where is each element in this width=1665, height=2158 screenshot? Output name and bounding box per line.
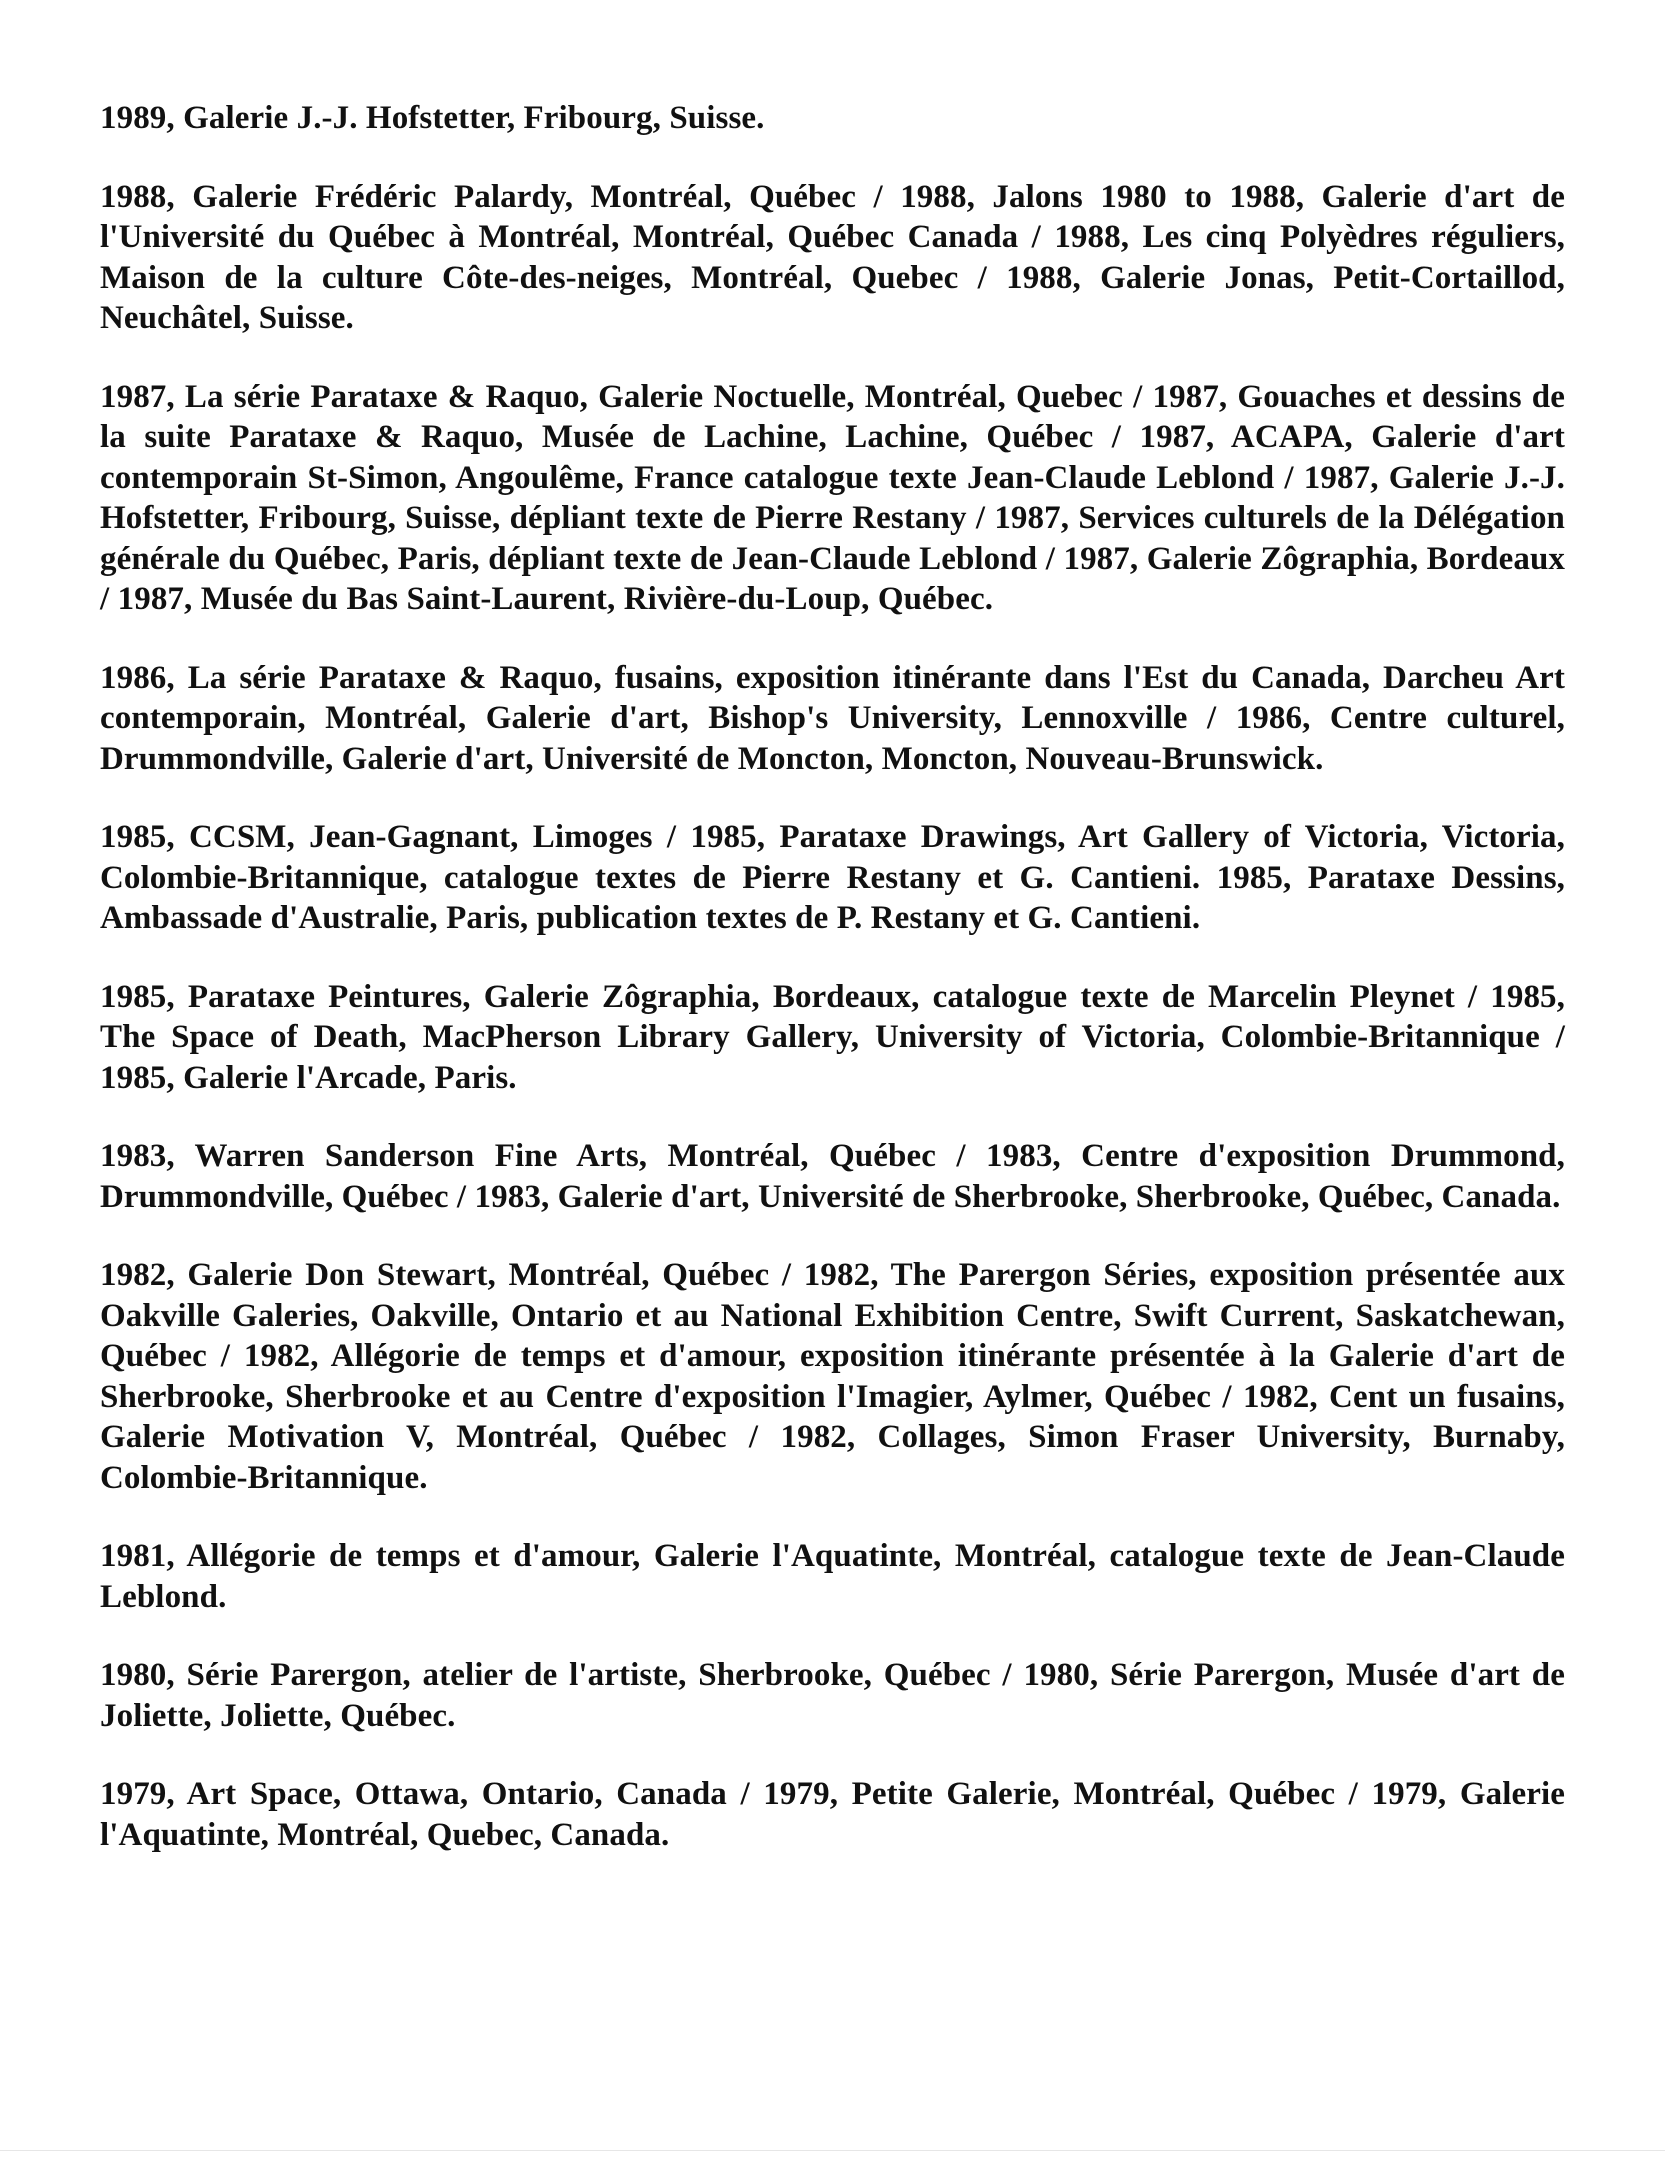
entry-1983: 1983, Warren Sanderson Fine Arts, Montréal, Québec / 1983, Centre d'exposition Drummond, Drummondville, Québec / 1983, Galerie d'art, Université de Sherbrooke, Sherbrooke, Québec, Canada.: [100, 1138, 1565, 1215]
entry-1985-b: 1985, Parataxe Peintures, Galerie Zôgraphia, Bordeaux, catalogue texte de Marcelin Pleynet / 1985, The Space of Death, MacPherson Library Gallery, University of Victoria, Colombie-Britannique / 1985, Galerie l'Arcade, Paris.: [100, 978, 1565, 1096]
entry-1980: 1980, Série Parergon, atelier de l'artiste, Sherbrooke, Québec / 1980, Série Parergon, Musée d'art de Joliette, Joliette, Québec.: [100, 1657, 1565, 1734]
exhibition-list: [100, 98, 1565, 1893]
entry-1987: 1987, La série Parataxe & Raquo, Galerie Noctuelle, Montréal, Quebec / 1987, Gouaches et dessins de la suite Parataxe & Raquo, Musée de Lachine, Lachine, Québec / 1987, ACAPA, Galerie d'art contemporain St-Simon, Angoulême, France catalogue texte Jean-Claude Leblond / 1987, Galerie J.-J. Hofstetter, Fribourg, Suisse, dépliant texte de Pierre Restany / 1987, Services culturels de la Délégation générale du Québec, Paris, dépliant texte de Jean-Claude Leblond / 1987, Galerie Zôgraphia, Bordeaux / 1987, Musée du Bas Saint-Laurent, Rivière-du-Loup, Québec.: [100, 378, 1565, 617]
page-edge-line: [0, 2150, 1665, 2151]
entry-1982: 1982, Galerie Don Stewart, Montréal, Québec / 1982, The Parergon Séries, exposition présentée aux Oakville Galeries, Oakville, Ontario et au National Exhibition Centre, Swift Current, Saskatchewan, Québec / 1982, Allégorie de temps et d'amour, exposition itinérante présentée à la Galerie d'art de Sherbrooke, Sherbrooke et au Centre d'exposition l'Imagier, Aylmer, Québec / 1982, Cent un fusains, Galerie Motivation V, Montréal, Québec / 1982, Collages, Simon Fraser University, Burnaby, Colombie-Britannique.: [100, 1257, 1565, 1496]
entry-1989: 1989, Galerie J.-J. Hofstetter, Fribourg, Suisse.: [100, 100, 765, 136]
entry-1988: 1988, Galerie Frédéric Palardy, Montréal, Québec / 1988, Jalons 1980 to 1988, Galerie d'art de l'Université du Québec à Montréal, Montréal, Québec Canada / 1988, Les cinq Polyèdres réguliers, Maison de la culture Côte-des-neiges, Montréal, Quebec / 1988, Galerie Jonas, Petit-Cortaillod, Neuchâtel, Suisse.: [100, 178, 1565, 336]
entry-1979: 1979, Art Space, Ottawa, Ontario, Canada / 1979, Petite Galerie, Montréal, Québec / 1979, Galerie l'Aquatinte, Montréal, Quebec, Canada.: [100, 1776, 1565, 1853]
entry-1986: 1986, La série Parataxe & Raquo, fusains, exposition itinérante dans l'Est du Canada, Darcheu Art contemporain, Montréal, Galerie d'art, Bishop's University, Lennoxville / 1986, Centre culturel, Drummondville, Galerie d'art, Université de Moncton, Moncton, Nouveau-Brunswick.: [100, 659, 1565, 777]
entry-1985-a: 1985, CCSM, Jean-Gagnant, Limoges / 1985, Parataxe Drawings, Art Gallery of Victoria, Victoria, Colombie-Britannique, catalogue textes de Pierre Restany et G. Cantieni. 1985, Parataxe Dessins, Ambassade d'Australie, Paris, publication textes de P. Restany et G. Cantieni.: [100, 819, 1565, 936]
entry-1981: 1981, Allégorie de temps et d'amour, Galerie l'Aquatinte, Montréal, catalogue texte de Jean-Claude Leblond.: [100, 1538, 1565, 1615]
